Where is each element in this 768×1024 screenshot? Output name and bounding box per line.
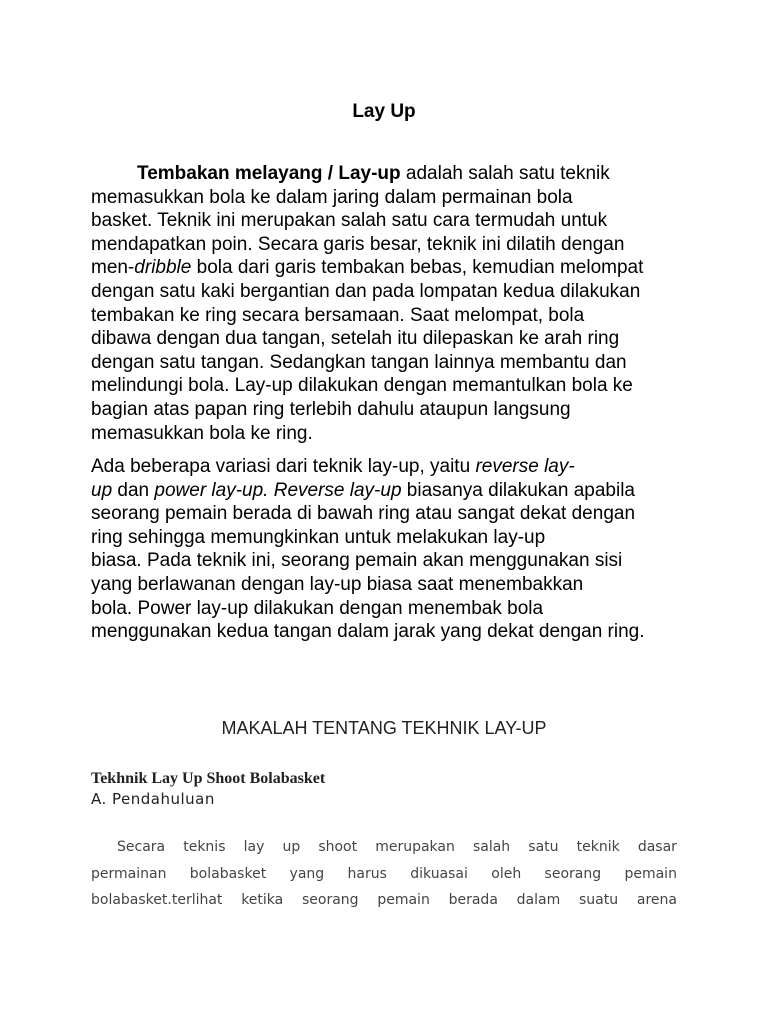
word: teknik [576, 839, 620, 855]
para3-line-2 [91, 861, 677, 888]
para2-line-8: menggunakan kedua tangan dalam jarak yang dekat dengan ring. [91, 621, 645, 643]
para2-line-4: ring sehingga memungkinkan untuk melakukan lay-up [91, 526, 546, 548]
word: ketika [241, 892, 284, 908]
italic-term: up [91, 479, 113, 501]
word: dalam [516, 892, 561, 908]
page-title: Lay Up [352, 101, 416, 122]
para2-text: dan [112, 479, 155, 501]
para2-line-3: seorang pemain berada di bawah ring atau sangat dekat dengan [91, 503, 636, 525]
para2-text: biasanya dilakukan apabila [401, 479, 635, 501]
para3-line-3 [91, 887, 677, 914]
subheading: Tekhnik Lay Up Shoot Bolabasket [91, 770, 326, 787]
paragraph-2 [91, 455, 691, 644]
word: salah [472, 839, 511, 855]
paragraph-3 [91, 834, 677, 914]
word: harus [347, 865, 387, 882]
bold-term: Tembakan melayang / Lay-up [137, 163, 401, 184]
para2-line-1 [91, 455, 691, 479]
para1-line-11: bagian atas papan ring terlebih dahulu ataupun langsung [91, 398, 571, 420]
word: berada [448, 892, 498, 908]
para2-text: Ada beberapa variasi dari teknik lay-up, yaitu [91, 456, 476, 477]
word: teknis [183, 839, 226, 855]
word: bolabasket.terlihat [91, 892, 223, 908]
word: seorang [302, 892, 359, 908]
paragraph-1 [91, 162, 691, 445]
para1-line-3: basket. Teknik ini merupakan salah satu cara termudah untuk [91, 210, 608, 232]
word: dikuasai [410, 865, 468, 882]
italic-term: power lay-up. Reverse lay-up [154, 479, 402, 501]
word: suatu [579, 892, 619, 908]
word: yang [289, 865, 325, 882]
para1-line-9: dengan satu tangan. Sedangkan tangan lainnya membantu dan [91, 351, 627, 373]
para1-line-6: dengan satu kaki bergantian dan pada lompatan kedua dilakukan [91, 280, 641, 302]
word: dasar [637, 839, 677, 855]
para2-line-6: yang berlawanan dengan lay-up biasa saat menembakkan [91, 573, 584, 595]
italic-term: dribble [134, 257, 192, 279]
word: merupakan [375, 839, 455, 855]
italic-term: reverse lay- [475, 456, 575, 477]
para1-line-1 [91, 162, 691, 186]
word: up [282, 839, 301, 855]
para1-line-2: memasukkan bola ke dalam jaring dalam permainan bola [91, 186, 573, 208]
word: pemain [624, 865, 677, 882]
word: permainan [91, 865, 167, 882]
para1-line-4: mendapatkan poin. Secara garis besar, teknik ini dilatih dengan [91, 233, 625, 255]
para1-line-7: tembakan ke ring secara bersamaan. Saat melompat, bola [91, 304, 585, 326]
para2-line-2 [91, 479, 691, 503]
para2-line-7: bola. Power lay-up dilakukan dengan menembak bola [91, 597, 544, 619]
para1-text: adalah salah satu teknik [400, 163, 610, 184]
word: satu [528, 839, 559, 855]
word: bolabasket [189, 865, 267, 882]
word: pemain [377, 892, 430, 908]
para1-text: men- [91, 257, 135, 279]
para3-line-1 [91, 834, 677, 861]
para1-line-10: melindungi bola. Lay-up dilakukan dengan memantulkan bola ke [91, 375, 633, 397]
para1-line-5 [91, 256, 691, 280]
section-label: A. Pendahuluan [91, 790, 215, 808]
word: Secara [117, 839, 166, 855]
para1-text: bola dari garis tembakan bebas, kemudian melompat [191, 257, 644, 279]
word: seorang [544, 865, 602, 882]
word: oleh [491, 865, 522, 882]
word: shoot [318, 839, 358, 855]
para1-line-8: dibawa dengan dua tangan, setelah itu dilepaskan ke arah ring [91, 328, 620, 350]
word: lay [243, 839, 265, 855]
para2-line-5: biasa. Pada teknik ini, seorang pemain akan menggunakan sisi [91, 550, 623, 572]
section-heading: MAKALAH TENTANG TEKHNIK LAY-UP [221, 718, 547, 738]
para1-line-12: memasukkan bola ke ring. [91, 422, 313, 444]
word: arena [636, 892, 677, 908]
